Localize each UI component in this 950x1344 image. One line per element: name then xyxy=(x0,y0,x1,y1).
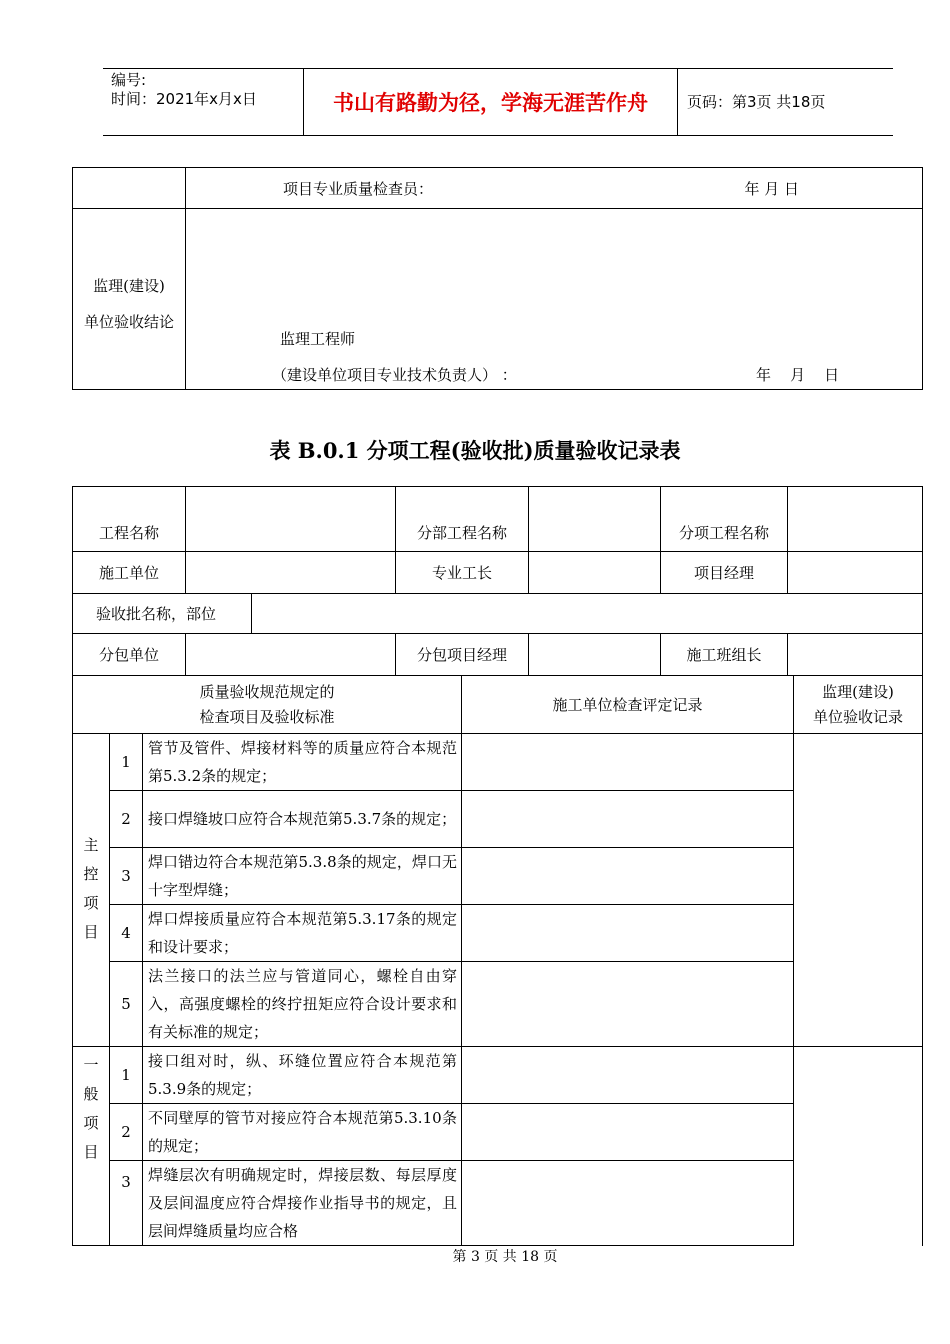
batch-name-value xyxy=(252,594,923,634)
main-item-record xyxy=(462,905,794,962)
supervisor-date: 年 月 日 xyxy=(756,366,840,384)
project-name-label: 工程名称 xyxy=(73,487,186,552)
general-item-text: 接口组对时，纵、环缝位置应符合本规范第5.3.9条的规定； xyxy=(143,1047,462,1104)
inspection-table xyxy=(72,675,923,1246)
main-item-no: 4 xyxy=(110,905,143,962)
subproject-name-label: 分部工程名称 xyxy=(396,487,529,552)
contractor-label: 施工单位 xyxy=(73,552,186,594)
col-supervisor-line-2: 单位验收记录 xyxy=(813,707,904,726)
info-table xyxy=(72,486,923,594)
col-standard-line-2: 检查项目及验收标准 xyxy=(199,707,335,726)
sub-pm-value xyxy=(529,634,661,676)
general-item-text: 焊缝层次有明确规定时，焊接层数、每层厚度及层间温度应符合焊接作业指导书的规定，且层间焊缝质量均应合格 xyxy=(143,1161,462,1246)
supervisor-title-2: 单位验收结论 xyxy=(83,313,174,331)
col-standard-header xyxy=(73,676,462,734)
main-item-record xyxy=(462,848,794,905)
main-item-text: 法兰接口的法兰应与管道同心，螺栓自由穿入，高强度螺栓的终拧扭矩应符合设计要求和有关标准的规定； xyxy=(143,962,462,1047)
subcontractor-value xyxy=(186,634,396,676)
general-item-record xyxy=(462,1047,794,1104)
contractor-value xyxy=(186,552,396,594)
project-name-value xyxy=(186,487,396,552)
tech-label: （建设单位项目专业技术负责人） ： xyxy=(272,366,517,384)
main-item-no: 1 xyxy=(110,734,143,791)
page-title: 表 B.0.1 分项工程(验收批)质量验收记录表 xyxy=(269,438,681,463)
item-name-value xyxy=(788,487,923,552)
inspector-date: 年 月 日 xyxy=(744,179,800,198)
page-footer: 第 3 页 共 18 页 xyxy=(452,1249,558,1265)
main-item-record xyxy=(462,791,794,848)
col-standard-line-1: 质量验收规范规定的 xyxy=(199,682,335,701)
header-time-label: 时间：2021年x月x日 xyxy=(111,90,257,108)
general-item-no: 1 xyxy=(110,1047,143,1104)
inspector-row xyxy=(186,168,923,209)
foreman-label: 专业工长 xyxy=(396,552,529,594)
general-item-no: 2 xyxy=(110,1104,143,1161)
sub-pm-label: 分包项目经理 xyxy=(396,634,529,676)
project-manager-value xyxy=(788,552,923,594)
main-item-text: 接口焊缝坡口应符合本规范第5.3.7条的规定； xyxy=(143,791,462,848)
general-item-no: 3 xyxy=(110,1161,143,1246)
sign-empty-cell xyxy=(73,168,186,209)
header-divider-right xyxy=(677,68,678,136)
subcontractor-label: 分包单位 xyxy=(73,634,186,676)
col-supervisor-header xyxy=(794,676,923,734)
col-supervisor-line-1: 监理(建设) xyxy=(822,682,894,701)
team-leader-value xyxy=(788,634,923,676)
general-item-record xyxy=(462,1161,794,1246)
main-item-no: 2 xyxy=(110,791,143,848)
main-item-text: 焊口焊接质量应符合本规范第5.3.17条的规定和设计要求； xyxy=(143,905,462,962)
team-leader-label: 施工班组长 xyxy=(661,634,788,676)
header-page-label: 页码：第3页 共18页 xyxy=(687,93,826,111)
header-slogan: 书山有路勤为径，学海无涯苦作舟 xyxy=(333,91,648,115)
engineer-label: 监理工程师 xyxy=(280,330,356,348)
main-item-no: 3 xyxy=(110,848,143,905)
inspector-label: 项目专业质量检查员： xyxy=(283,179,434,198)
batch-name-label: 验收批名称，部位 xyxy=(73,594,252,634)
batch-table xyxy=(72,593,923,634)
table-row xyxy=(73,1047,923,1104)
general-item-record xyxy=(462,1104,794,1161)
main-item-text: 焊口错边符合本规范第5.3.8条的规定，焊口无十字型焊缝； xyxy=(143,848,462,905)
main-items-label: 主控项目 xyxy=(73,734,110,1047)
col-contractor-header: 施工单位检查评定记录 xyxy=(462,676,794,734)
sign-table xyxy=(72,167,923,390)
general-item-text: 不同壁厚的管节对接应符合本规范第5.3.10条的规定； xyxy=(143,1104,462,1161)
main-supervisor-record xyxy=(794,734,923,1047)
main-item-no: 5 xyxy=(110,962,143,1047)
sub-table xyxy=(72,633,923,676)
main-item-record xyxy=(462,962,794,1047)
project-manager-label: 项目经理 xyxy=(661,552,788,594)
table-row xyxy=(73,734,923,791)
header-top-rule xyxy=(103,68,893,69)
main-item-text: 管节及管件、焊接材料等的质量应符合本规范第5.3.2条的规定； xyxy=(143,734,462,791)
supervisor-conclusion-cell xyxy=(73,209,186,390)
supervisor-title-1: 监理(建设) xyxy=(93,277,165,295)
general-supervisor-record xyxy=(794,1047,923,1246)
subproject-name-value xyxy=(529,487,661,552)
header-code-label: 编号: xyxy=(111,71,147,89)
header-bottom-rule xyxy=(103,135,893,136)
foreman-value xyxy=(529,552,661,594)
main-item-record xyxy=(462,734,794,791)
item-name-label: 分项工程名称 xyxy=(661,487,788,552)
supervisor-sign-cell xyxy=(186,209,923,390)
general-items-label: 一般项目 xyxy=(73,1047,110,1246)
